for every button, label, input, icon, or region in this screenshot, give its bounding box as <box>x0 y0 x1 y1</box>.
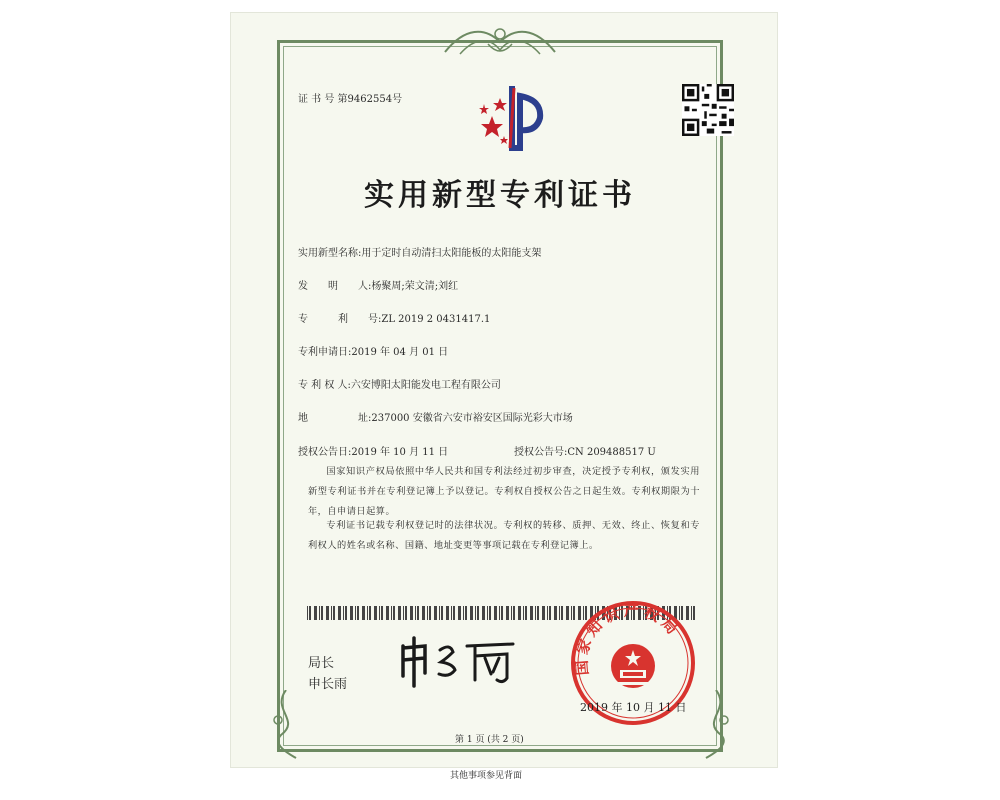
patent-number-row: 专 利 号:ZL 2019 2 0431417.1 <box>298 314 491 325</box>
inventor-row: 发 明 人:杨聚周;荣文清;刘红 <box>298 281 459 292</box>
grant-number-row: 授权公告号:CN 209488517 U <box>514 447 656 458</box>
patent-holder-row: 专 利 权 人:六安博阳太阳能发电工程有限公司 <box>298 380 501 391</box>
director-name: 申长雨 <box>308 677 348 692</box>
certificate-number: 证 书 号 第9462554号 <box>298 94 403 105</box>
top-ornament-icon <box>440 22 560 62</box>
corner-ornament-icon <box>266 690 306 760</box>
corner-ornament-icon <box>696 690 736 760</box>
cnipa-logo-icon <box>470 78 550 153</box>
page-indicator: 第 1 页 (共 2 页) <box>455 735 524 745</box>
director-signature-icon <box>395 628 525 688</box>
address-row: 地 址:237000 安徽省六安市裕安区国际光彩大市场 <box>298 413 573 424</box>
paragraph-grant-statement: 国家知识产权局依照中华人民共和国专利法经过初步审查，决定授予专利权，颁发实用新型专利证书并在专利登记簿上予以登记。专利权自授权公告之日起生效。专利权期限为十年，自申请日起算。 <box>308 466 700 517</box>
grant-date-row: 授权公告日:2019 年 10 月 11 日 <box>298 447 449 458</box>
footer-note: 其他事项参见背面 <box>450 771 523 781</box>
apply-date-row: 专利申请日:2019 年 04 月 01 日 <box>298 347 449 358</box>
utility-name-row: 实用新型名称:用于定时自动清扫太阳能板的太阳能支架 <box>298 248 542 259</box>
certificate-title: 实用新型专利证书 <box>364 178 636 213</box>
paragraph-legal-status: 专利证书记载专利权登记时的法律状况。专利权的转移、质押、无效、终止、恢复和专利权人的姓名或名称、国籍、地址变更等事项记载在专利登记簿上。 <box>308 520 700 551</box>
svg-text:国家知识产权局: 国家知识产权局 <box>572 601 684 676</box>
director-title: 局长 <box>308 656 335 671</box>
seal-date: 2019 年 10 月 11 日 <box>580 701 687 714</box>
qr-code-icon <box>682 84 734 136</box>
